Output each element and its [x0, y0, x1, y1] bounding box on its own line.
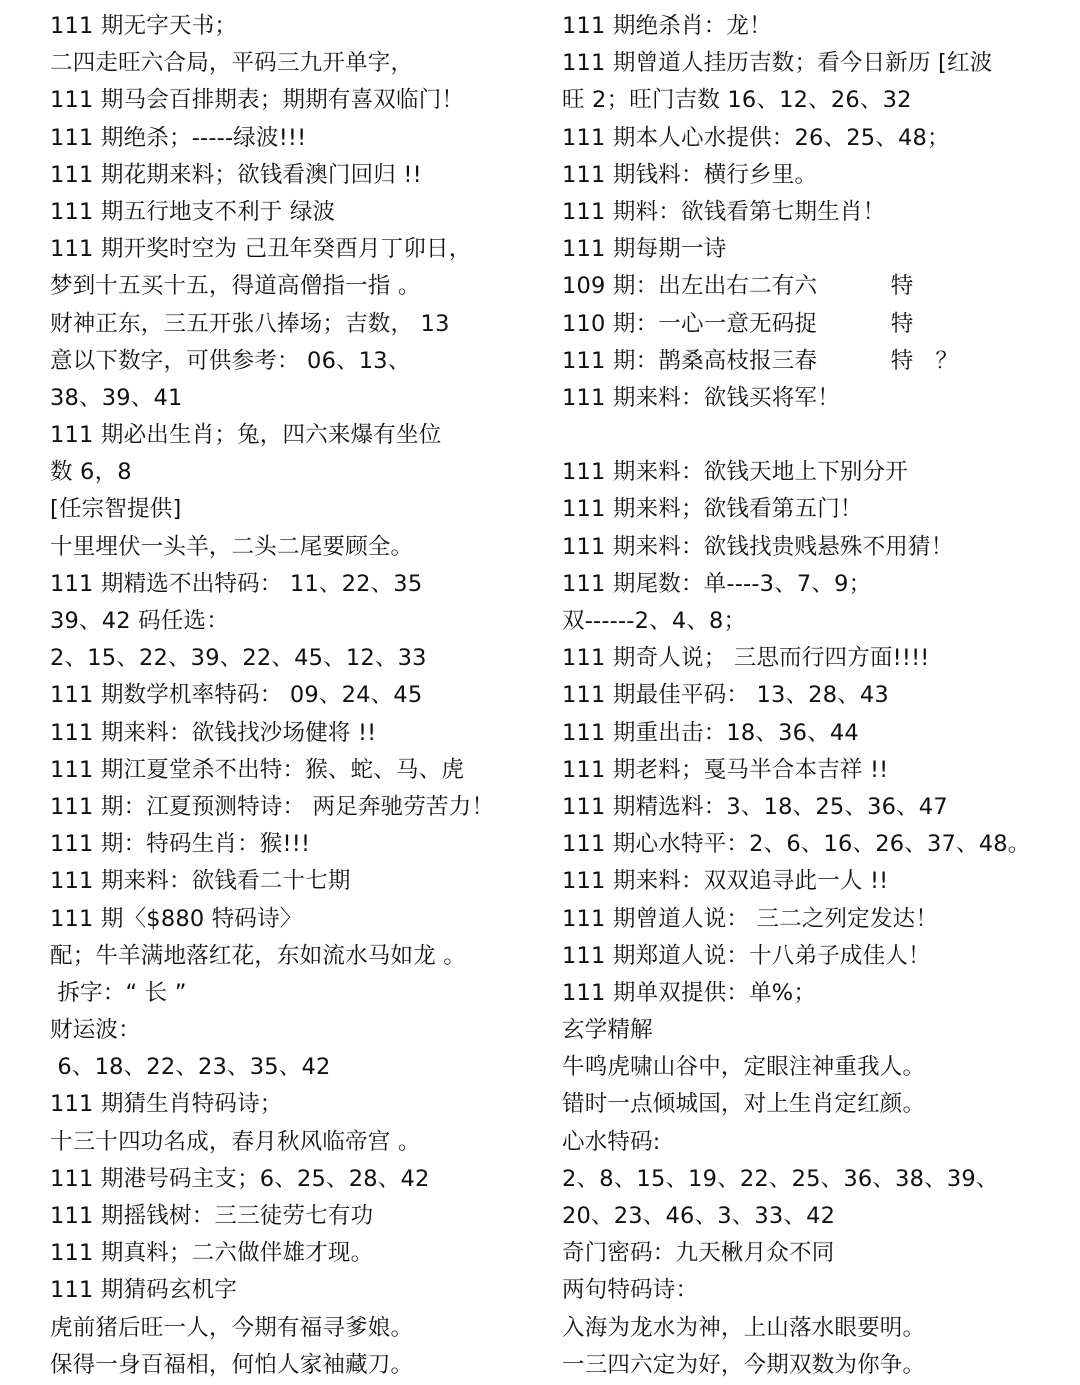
- right-column-line: 111 期来料：双双追寻此一人 !!: [562, 868, 889, 895]
- right-column-line: 两句特码诗：: [562, 1277, 699, 1304]
- left-column: [50, 8, 550, 1384]
- left-column-line: 111 期花期来料；欲钱看澳门回归 !!: [50, 161, 422, 188]
- right-column-line: 111 期绝杀肖：龙！: [562, 13, 772, 39]
- left-column-line: 111 期江夏堂杀不出特：猴、蛇、马、虎: [50, 756, 465, 783]
- left-column-line: 111 期开奖时空为 己丑年癸酉月丁卯日，: [50, 236, 472, 263]
- right-column-line: 一三四六定为好，今期双数为你争。: [562, 1351, 926, 1378]
- left-column-line: 保得一身百福相，何怕人家袖藏刀。: [50, 1351, 414, 1378]
- right-column-line: 111 期钱料：横行乡里。: [562, 161, 818, 188]
- left-column-line: 39、42 码任选：: [50, 608, 229, 634]
- right-column-line: 入海为龙水为神，上山落水眼要明。: [562, 1314, 926, 1341]
- left-column-line: 2、15、22、39、22、45、12、33: [50, 645, 427, 672]
- right-column-line: 111 期尾数：单----3、7、9；: [562, 570, 872, 597]
- left-column-line: 111 期马会百排期表；期期有喜双临门！: [50, 87, 465, 114]
- left-column-line: 111 期五行地支不利于 绿波: [50, 198, 336, 225]
- right-column-line: 111 期：鹊桑高枝报三春 特 ？: [562, 347, 959, 374]
- right-column-line: 111 期最佳平码： 13、28、43: [562, 682, 889, 709]
- right-column-line: 111 期奇人说； 三思而行四方面!!!!: [562, 645, 930, 672]
- right-column-line: 111 期精选料：3、18、25、36、47: [562, 793, 948, 820]
- left-column-line: 111 期无字天书；: [50, 13, 238, 39]
- right-column-line: 111 期心水特平：2、6、16、26、37、48。: [562, 831, 1031, 858]
- right-column-line: 111 期料：欲钱看第七期生肖！: [562, 198, 886, 225]
- left-column-line: 111 期来料：欲钱找沙场健将 !!: [50, 719, 377, 746]
- left-column-line: 111 期来料：欲钱看二十七期: [50, 868, 351, 895]
- left-column-line: 111 期真料；二六做伴雄才现。: [50, 1240, 374, 1267]
- left-column-line: [任宗智提供]: [50, 496, 182, 523]
- right-column-line: 111 期来料：欲钱天地上下别分开: [562, 459, 908, 486]
- right-column-line: [562, 417, 1072, 454]
- right-column-line: 111 期曾道人说： 三二之列定发达！: [562, 905, 939, 932]
- left-column-line: 虎前猪后旺一人，今期有福寻爹娘。: [50, 1314, 414, 1341]
- right-column-line: 111 期每期一诗: [562, 236, 727, 263]
- right-column-line: 111 期郑道人说：十八弟子成佳人！: [562, 942, 931, 969]
- left-column-line: 38、39、41: [50, 384, 183, 411]
- left-column-line: 二四走旺六合局，平码三九开单字，: [50, 50, 414, 77]
- left-column-line: 111 期猜码玄机字: [50, 1277, 238, 1304]
- left-column-line: 111 期〈$880 特码诗〉: [50, 905, 303, 932]
- right-column-line: 双------2、4、8；: [562, 608, 747, 634]
- left-column-line: 111 期猜生肖特码诗；: [50, 1091, 283, 1118]
- right-column-line: 111 期来料：欲钱找贵贱悬殊不用猜！: [562, 533, 954, 560]
- right-column-line: 111 期重出击：18、36、44: [562, 719, 859, 746]
- right-column-line: 111 期本人心水提供：26、25、48；: [562, 124, 950, 151]
- right-column-line: 奇门密码：九天楸月众不同: [562, 1240, 835, 1267]
- right-column-line: 109 期：出左出右二有六 特: [562, 273, 914, 300]
- right-column-line: 旺 2；旺门吉数 16、12、26、32: [562, 87, 912, 114]
- left-column-line: 配；牛羊满地落红花，东如流水马如龙 。: [50, 942, 466, 969]
- right-column-line: 111 期来料；欲钱看第五门！: [562, 496, 863, 523]
- right-column-line: 111 期曾道人挂历吉数；看今日新历 [红波: [562, 50, 993, 77]
- left-column-line: 十三十四功名成，春月秋风临帝宫 。: [50, 1128, 421, 1155]
- left-column-line: 111 期港号码主支；6、25、28、42: [50, 1165, 430, 1192]
- left-column-line: 梦到十五买十五，得道高僧指一指 。: [50, 273, 421, 300]
- left-column-line: 财神正东，三五开张八捧场；吉数， 13: [50, 310, 450, 337]
- left-column-line: 6、18、22、23、35、42: [50, 1054, 331, 1081]
- left-column-line: 十里埋伏一头羊，二头二尾要顾全。: [50, 533, 414, 560]
- left-column-line: 111 期：江夏预测特诗： 两足奔驰劳苦力！: [50, 793, 495, 820]
- left-column-line: 数 6，8: [50, 459, 132, 486]
- left-column-line: 意以下数字，可供参考： 06、13、: [50, 347, 411, 374]
- left-column-line: 111 期必出生肖；兔，四六来爆有坐位: [50, 422, 442, 449]
- right-column-line: 玄学精解: [562, 1017, 653, 1044]
- right-column-line: 111 期老料；戛马半合本吉祥 !!: [562, 756, 889, 783]
- right-column-line: 110 期：一心一意无码捉 特: [562, 310, 914, 337]
- right-column-line: 心水特码:: [562, 1128, 661, 1155]
- left-column-line: 111 期绝杀；-----绿波!!!: [50, 124, 307, 151]
- left-column-line: 111 期精选不出特码： 11、22、35: [50, 570, 423, 597]
- left-column-line: 拆字：“ 长 ”: [50, 979, 187, 1006]
- right-column-line: 111 期单双提供：单%；: [562, 979, 817, 1006]
- right-column-line: 错时一点倾城国，对上生肖定红颜。: [562, 1091, 926, 1118]
- left-column-line: 111 期数学机率特码： 09、24、45: [50, 682, 423, 709]
- right-column-line: 111 期来料：欲钱买将军！: [562, 384, 840, 411]
- right-column-line: 20、23、46、3、33、42: [562, 1203, 836, 1229]
- right-column-line: 2、8、15、19、22、25、36、38、39、: [562, 1165, 999, 1192]
- left-column-line: 111 期：特码生肖：猴!!!: [50, 831, 311, 858]
- right-column-line: 牛鸣虎啸山谷中，定眼注神重我人。: [562, 1054, 926, 1081]
- right-column: [562, 8, 1072, 1384]
- left-column-line: 财运波：: [50, 1017, 141, 1044]
- left-column-line: 111 期摇钱树：三三徒劳七有功: [50, 1203, 374, 1229]
